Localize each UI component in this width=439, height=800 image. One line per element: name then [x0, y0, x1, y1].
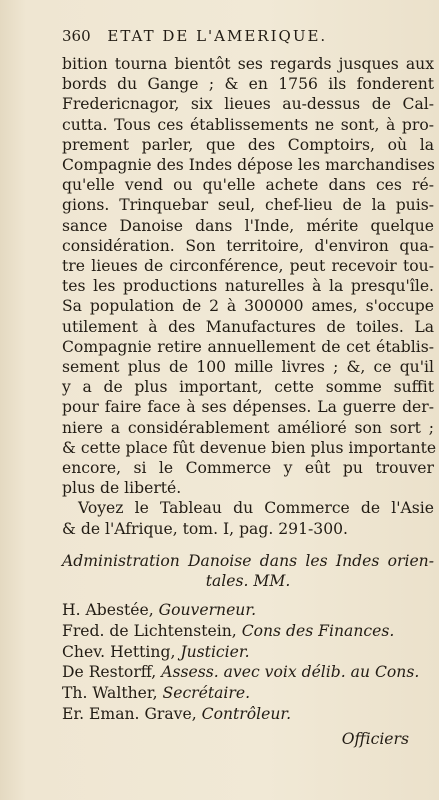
body-line: pour faire face à ses dépenses. La guerre der-	[62, 398, 434, 417]
official-name: Er. Eman. Grave,	[62, 704, 197, 723]
body-line: Sa population de 2 à 300000 ames, s'occupe	[62, 297, 434, 316]
official-entry	[62, 621, 434, 642]
official-name: Chev. Hetting,	[62, 642, 176, 661]
body-line: qu'elle vend ou qu'elle achete dans ces ré-	[62, 176, 434, 195]
body-line: tes les productions naturelles à la presqu'île.	[62, 277, 434, 296]
catchword: Officiers	[341, 730, 409, 748]
body-line: encore, si le Commerce y eût pu trouver	[62, 459, 434, 478]
official-name: H. Abestée,	[62, 601, 154, 619]
body-line: Compagnie retire annuellement de cet établis-	[62, 337, 434, 356]
body-line: y a de plus important, cette somme suffit	[62, 378, 434, 397]
body-line: Compagnie des Indes dépose les marchandises	[62, 156, 435, 175]
body-line: plus de liberté.	[62, 479, 182, 498]
official-name: Th. Walther,	[62, 684, 158, 703]
official-entry	[62, 704, 434, 725]
body-line: gions. Trinquebar seul, chef-lieu de la puis-	[62, 196, 434, 215]
official-entry	[62, 662, 434, 683]
body-line: Fredericnagor, six lieues au-dessus de Cal-	[62, 95, 434, 114]
body-line: sance Danoise dans l'Inde, mérite quelque	[62, 216, 434, 235]
body-line: bords du Gange ; & en 1756 ils fonderent	[62, 75, 434, 94]
official-role: Justicier.	[180, 642, 250, 661]
administration-heading-line: Administration Danoise dans les Indes orien-	[62, 552, 434, 570]
page-number: 360	[62, 27, 91, 45]
reference-line: Voyez le Tableau du Commerce de l'Asie	[78, 499, 434, 518]
body-line: niere a considérablement amélioré son sort ;	[62, 418, 434, 437]
official-role: Secrétaire.	[162, 684, 251, 703]
body-line: tre lieues de circonférence, peut recevoir tou-	[62, 257, 434, 276]
body-line: cutta. Tous ces établissements ne sont, à pro-	[62, 115, 434, 134]
body-line: & cette place fût devenue bien plus importante	[62, 438, 437, 457]
reference-line: & de l'Afrique, tom. I, pag. 291-300.	[62, 519, 349, 538]
official-entry	[62, 600, 434, 621]
official-entry	[62, 642, 434, 663]
body-line: bition tourna bientôt ses regards jusques aux	[62, 55, 434, 73]
body-line: sement plus de 100 mille livres ; &, ce qu'il	[62, 358, 434, 377]
body-paragraph	[62, 54, 437, 539]
official-role: Cons des Finances.	[241, 621, 395, 640]
official-role: Assess. avec voix délib. au Cons.	[161, 663, 420, 682]
body-line: considération. Son territoire, d'environ qua-	[62, 236, 434, 255]
officials-list	[62, 600, 434, 725]
official-role: Gouverneur.	[158, 601, 257, 619]
running-title: ETAT DE L'AMERIQUE.	[107, 27, 328, 45]
running-head	[62, 27, 389, 45]
body-line: utilement à des Manufactures de toiles. La	[62, 317, 434, 336]
official-role: Contrôleur.	[201, 704, 292, 723]
official-name: Fred. de Lichtenstein,	[62, 621, 237, 640]
administration-heading-line: tales. MM.	[205, 572, 291, 590]
official-entry	[62, 683, 434, 704]
administration-heading	[62, 551, 434, 591]
body-line: prement parler, que des Comptoirs, où la	[62, 135, 434, 154]
official-name: De Restorff,	[62, 663, 157, 682]
